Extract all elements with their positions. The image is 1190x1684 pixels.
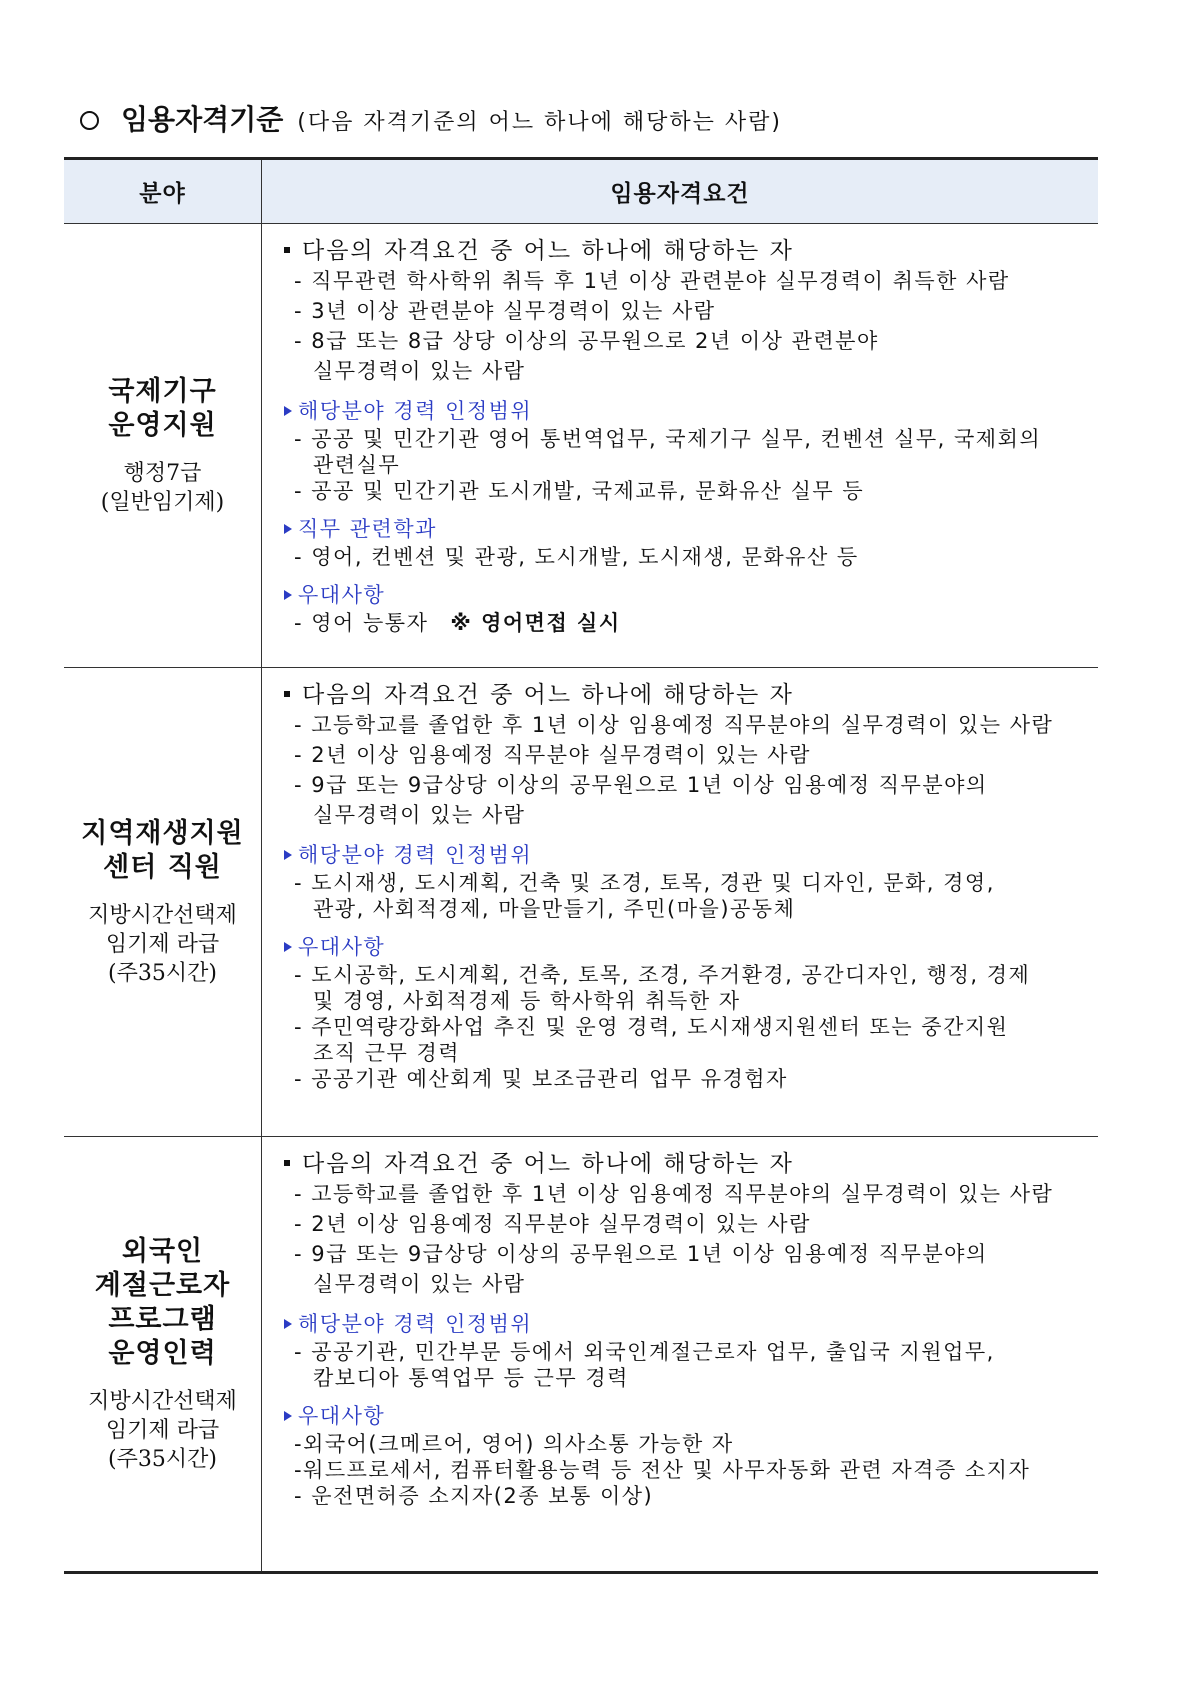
requirements-cell xyxy=(262,668,1099,1137)
table-row xyxy=(64,1137,1098,1573)
career-range-heading: 해당분야 경력 인정범위 xyxy=(284,840,1090,870)
preference-heading: 우대사항 xyxy=(284,1401,1090,1431)
qualification-line: - 고등학교를 졸업한 후 1년 이상 임용예정 직무분야의 실무경력이 있는 사람 xyxy=(294,1182,1054,1206)
triangle-bullet-icon xyxy=(284,942,292,952)
qualification-line: 실무경력이 있는 사람 xyxy=(313,803,526,827)
career-range-heading: 해당분야 경력 인정범위 xyxy=(284,396,1090,426)
requirement-title: 다음의 자격요건 중 어느 하나에 해당하는 자 xyxy=(284,236,1090,266)
related-dept-heading: 직무 관련학과 xyxy=(284,514,1090,544)
triangle-bullet-icon xyxy=(284,524,292,534)
circle-bullet-icon xyxy=(80,111,99,130)
career-line: - 공공기관, 민간부문 등에서 외국인계절근로자 업무, 출입국 지원업무, xyxy=(294,1340,995,1364)
qualification-line: - 고등학교를 졸업한 후 1년 이상 임용예정 직무분야의 실무경력이 있는 사람 xyxy=(294,713,1054,737)
qualification-line: - 직무관련 학사학위 취득 후 1년 이상 관련분야 실무경력이 취득한 사람 xyxy=(294,269,1010,293)
qualification-line: - 2년 이상 임용예정 직무분야 실무경력이 있는 사람 xyxy=(294,1212,811,1236)
field-grade: 지방시간선택제 임기제 라급 (주35시간) xyxy=(88,1388,237,1472)
qualification-line: 실무경력이 있는 사람 xyxy=(313,1272,526,1296)
career-line: 관련실무 xyxy=(313,453,401,477)
square-bullet-icon xyxy=(284,1160,290,1166)
preference-line: -외국어(크메르어, 영어) 의사소통 가능한 자 xyxy=(294,1432,734,1456)
qualification-line: - 9급 또는 9급상당 이상의 공무원으로 1년 이상 임용예정 직무분야의 xyxy=(294,1242,988,1266)
field-name: 지역재생지원 센터 직원 xyxy=(81,817,244,883)
preference-line: -워드프로세서, 컴퓨터활용능력 등 전산 및 사무자동화 관련 자격증 소지자 xyxy=(294,1458,1031,1482)
field-name: 외국인 계절근로자 프로그램 운영인력 xyxy=(94,1235,231,1369)
preference-line: 및 경영, 사회적경제 등 학사학위 취득한 자 xyxy=(313,989,741,1013)
preference-heading: 우대사항 xyxy=(284,580,1090,610)
heading-subtitle: (다음 자격기준의 어느 하나에 해당하는 사람) xyxy=(297,110,782,135)
preference-line: - 운전면허증 소지자(2종 보통 이상) xyxy=(294,1484,654,1508)
triangle-bullet-icon xyxy=(284,406,292,416)
triangle-bullet-icon xyxy=(284,1411,292,1421)
preference-line: - 도시공학, 도시계획, 건축, 토목, 조경, 주거환경, 공간디자인, 행정, 경제 xyxy=(294,963,1031,987)
qualification-table xyxy=(64,157,1098,1574)
table-row xyxy=(64,224,1098,668)
interview-note: ※ 영어면접 실시 xyxy=(450,611,621,635)
requirement-title: 다음의 자격요건 중 어느 하나에 해당하는 자 xyxy=(284,1149,1090,1179)
dept-line: - 영어, 컨벤션 및 관광, 도시개발, 도시재생, 문화유산 등 xyxy=(294,545,859,569)
qualification-line: - 3년 이상 관련분야 실무경력이 있는 사람 xyxy=(294,299,716,323)
career-line: - 도시재생, 도시계획, 건축 및 조경, 토목, 경관 및 디자인, 문화, 경영, xyxy=(294,871,995,895)
table-row xyxy=(64,668,1098,1137)
square-bullet-icon xyxy=(284,691,290,697)
preference-line: 조직 근무 경력 xyxy=(313,1041,461,1065)
section-heading xyxy=(80,98,782,138)
qualification-line: - 2년 이상 임용예정 직무분야 실무경력이 있는 사람 xyxy=(294,743,811,767)
preference-line: - 주민역량강화사업 추진 및 운영 경력, 도시재생지원센터 또는 중간지원 xyxy=(294,1015,1009,1039)
field-grade: 지방시간선택제 임기제 라급 (주35시간) xyxy=(88,902,237,986)
career-line: 관광, 사회적경제, 마을만들기, 주민(마을)공동체 xyxy=(313,897,796,921)
career-line: - 공공 및 민간기관 도시개발, 국제교류, 문화유산 실무 등 xyxy=(294,479,865,503)
square-bullet-icon xyxy=(284,247,290,253)
field-name: 국제기구 운영지원 xyxy=(108,375,217,441)
triangle-bullet-icon xyxy=(284,850,292,860)
header-requirements: 임용자격요건 xyxy=(262,159,1099,224)
field-cell xyxy=(64,224,262,668)
field-cell xyxy=(64,1137,262,1573)
career-range-heading: 해당분야 경력 인정범위 xyxy=(284,1309,1090,1339)
preference-line: - 영어 능통자 ※ 영어면접 실시 xyxy=(294,611,621,635)
field-cell xyxy=(64,668,262,1137)
requirements-cell xyxy=(262,224,1099,668)
field-grade: 행정7급 (일반임기제) xyxy=(100,460,225,515)
triangle-bullet-icon xyxy=(284,1319,292,1329)
qualification-line: 실무경력이 있는 사람 xyxy=(313,359,526,383)
qualification-line: - 8급 또는 8급 상당 이상의 공무원으로 2년 이상 관련분야 xyxy=(294,329,879,353)
preference-heading: 우대사항 xyxy=(284,932,1090,962)
triangle-bullet-icon xyxy=(284,590,292,600)
qualification-line: - 9급 또는 9급상당 이상의 공무원으로 1년 이상 임용예정 직무분야의 xyxy=(294,773,988,797)
career-line: - 공공 및 민간기관 영어 통번역업무, 국제기구 실무, 컨벤션 실무, 국제회의 xyxy=(294,427,1042,451)
table-header-row xyxy=(64,159,1098,224)
header-field: 분야 xyxy=(64,159,262,224)
requirement-title: 다음의 자격요건 중 어느 하나에 해당하는 자 xyxy=(284,680,1090,710)
requirements-cell xyxy=(262,1137,1099,1573)
preference-line: - 공공기관 예산회계 및 보조금관리 업무 유경험자 xyxy=(294,1067,788,1091)
heading-title: 임용자격기준 xyxy=(121,103,284,136)
career-line: 캄보디아 통역업무 등 근무 경력 xyxy=(313,1366,629,1390)
